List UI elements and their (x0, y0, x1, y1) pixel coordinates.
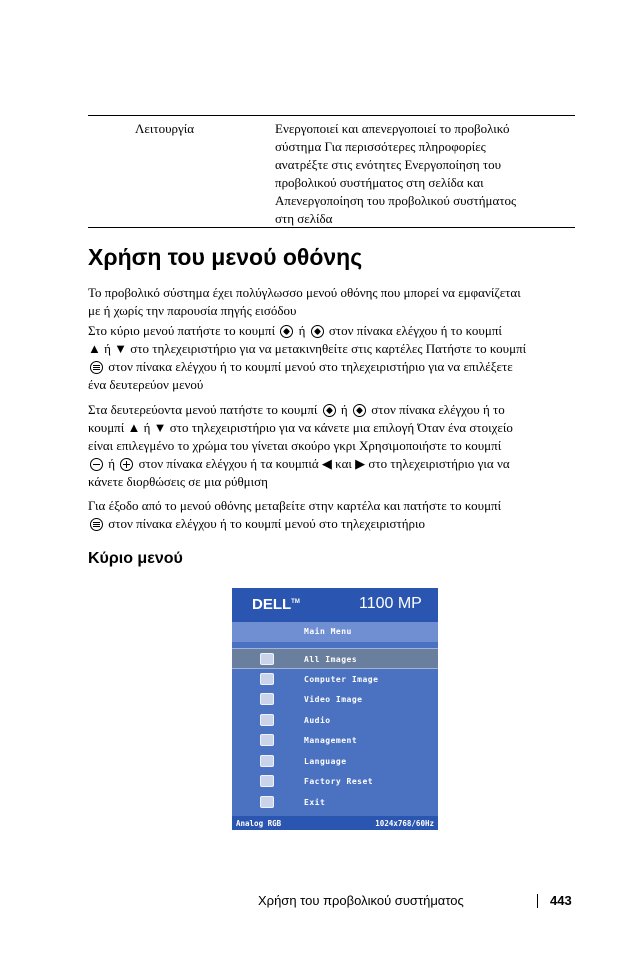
right-arrow-button-icon (311, 325, 324, 338)
text-fragment: στον πίνακα ελέγχου ή το κουμπί μενού στο τηλεχειριστήριο (105, 516, 425, 531)
desc-line: στη σελίδα (275, 211, 333, 226)
text-line (88, 358, 578, 376)
osd-main-menu-screenshot (232, 588, 438, 830)
minus-button-icon (90, 458, 103, 471)
audio-icon (260, 714, 274, 726)
model-name: 1100 MP (359, 595, 422, 612)
osd-title-bar (232, 622, 438, 642)
osd-item-label: Factory Reset (304, 777, 374, 786)
text-line: ▲ ή ▼ στο τηλεχειριστήριο για να μετακινηθείτε στις καρτέλες Πατήστε το κουμπί (88, 341, 527, 356)
osd-item-label: Management (304, 736, 358, 745)
resolution: 1024x768/60Hz (375, 819, 434, 828)
video-image-icon (260, 693, 274, 705)
text-fragment: ή (295, 323, 309, 338)
text-line: κουμπί ▲ ή ▼ στο τηλεχειριστήριο για να κάνετε μια επιλογή Όταν ένα στοιχείο (88, 420, 513, 435)
desc-line: ανατρέξτε στις ενότητες Ενεργοποίηση του (275, 157, 502, 172)
text-line (88, 515, 578, 533)
osd-item-label: Video Image (304, 695, 363, 704)
text-line (88, 455, 578, 473)
osd-item-label: Language (304, 756, 347, 766)
computer-image-icon (260, 673, 274, 685)
page-number: 443 (550, 893, 572, 908)
definition-term: Λειτουργία (135, 121, 195, 136)
text-fragment: στον πίνακα ελέγχου ή το κουμπί μενού στο τηλεχειριστήριο για να επιλέξετε (105, 359, 513, 374)
section-heading: Χρήση του μενού οθόνης (88, 244, 363, 270)
text-fragment: Στο κύριο μενού πατήστε το κουμπί (88, 323, 279, 338)
definition-desc (275, 120, 565, 228)
left-arrow-button-icon (280, 325, 293, 338)
text-fragment: στον πίνακα ελέγχου ή τα κουμπιά ◀ και ▶ στο τηλεχειριστήριο για να (135, 456, 510, 471)
osd-item-label: Audio (304, 715, 331, 725)
text-line: είναι επιλεγμένο το χρώμα του γίνεται σκούρο γκρι Χρησιμοποιήστε το κουμπί (88, 438, 502, 453)
subsection-heading: Κύριο μενού (88, 550, 183, 567)
text-fragment: στον πίνακα ελέγχου ή το (367, 402, 505, 417)
trademark: TM (291, 599, 300, 605)
all-images-icon (260, 653, 274, 665)
footer-separator (537, 894, 538, 908)
factory-reset-icon (260, 775, 274, 787)
text-line: κάνετε διορθώσεις σε μια ρύθμιση (88, 474, 268, 489)
osd-item-management[interactable] (232, 730, 438, 751)
paragraph-submenus (88, 401, 578, 491)
dell-logo (252, 596, 300, 613)
osd-item-computer-image[interactable] (232, 669, 438, 690)
left-arrow-button-icon (323, 404, 336, 417)
text-line (88, 401, 578, 419)
osd-item-factory-reset[interactable] (232, 771, 438, 792)
paragraph-exit (88, 497, 578, 533)
footer-title: Χρήση του προβολικού συστήματος (258, 893, 464, 908)
text-fragment: Στα δευτερεύοντα μενού πατήστε το κουμπί (88, 402, 321, 417)
osd-header (232, 588, 438, 622)
text-line (88, 322, 578, 340)
text-fragment: στον πίνακα ελέγχου ή το κουμπί (325, 323, 502, 338)
text-line: με ή χωρίς την παρουσία πηγής εισόδου (88, 303, 297, 318)
osd-status-bar (232, 816, 438, 830)
osd-item-label: Exit (304, 797, 326, 807)
desc-line: προβολικού συστήματος στη σελίδα και (275, 175, 484, 190)
right-arrow-button-icon (353, 404, 366, 417)
paragraph-main-menu (88, 322, 578, 394)
osd-item-label: All Images (304, 655, 358, 664)
osd-menu-list (232, 648, 438, 812)
osd-item-language[interactable] (232, 751, 438, 772)
text-line: Για έξοδο από το μενού οθόνης μεταβείτε στην καρτέλα και πατήστε το κουμπί (88, 498, 502, 513)
plus-button-icon (120, 458, 133, 471)
management-icon (260, 734, 274, 746)
osd-item-all-images[interactable] (232, 648, 438, 669)
menu-button-icon (90, 361, 103, 374)
text-fragment: ή (337, 402, 351, 417)
osd-item-label: Computer Image (304, 674, 379, 684)
desc-line: Ενεργοποιεί και απενεργοποιεί το προβολικό (275, 121, 510, 136)
paragraph-intro (88, 284, 578, 320)
text-fragment: ή (105, 456, 119, 471)
desc-line: σύστημα Για περισσότερες πληροφορίες (275, 139, 486, 154)
exit-icon (260, 796, 274, 808)
language-icon (260, 755, 274, 767)
desc-line: Απενεργοποίηση του προβολικού συστήματος (275, 193, 517, 208)
osd-item-audio[interactable] (232, 710, 438, 731)
osd-item-exit[interactable] (232, 792, 438, 813)
osd-title: Main Menu (304, 627, 352, 636)
table-top-rule (88, 115, 575, 116)
brand-text: DELL (252, 596, 292, 613)
input-source: Analog RGB (236, 819, 282, 828)
text-line: Το προβολικό σύστημα έχει πολύγλωσσο μενού οθόνης που μπορεί να εμφανίζεται (88, 285, 521, 300)
table-bottom-rule (88, 227, 575, 228)
osd-item-video-image[interactable] (232, 689, 438, 710)
text-line: ένα δευτερεύον μενού (88, 377, 204, 392)
menu-button-icon (90, 518, 103, 531)
